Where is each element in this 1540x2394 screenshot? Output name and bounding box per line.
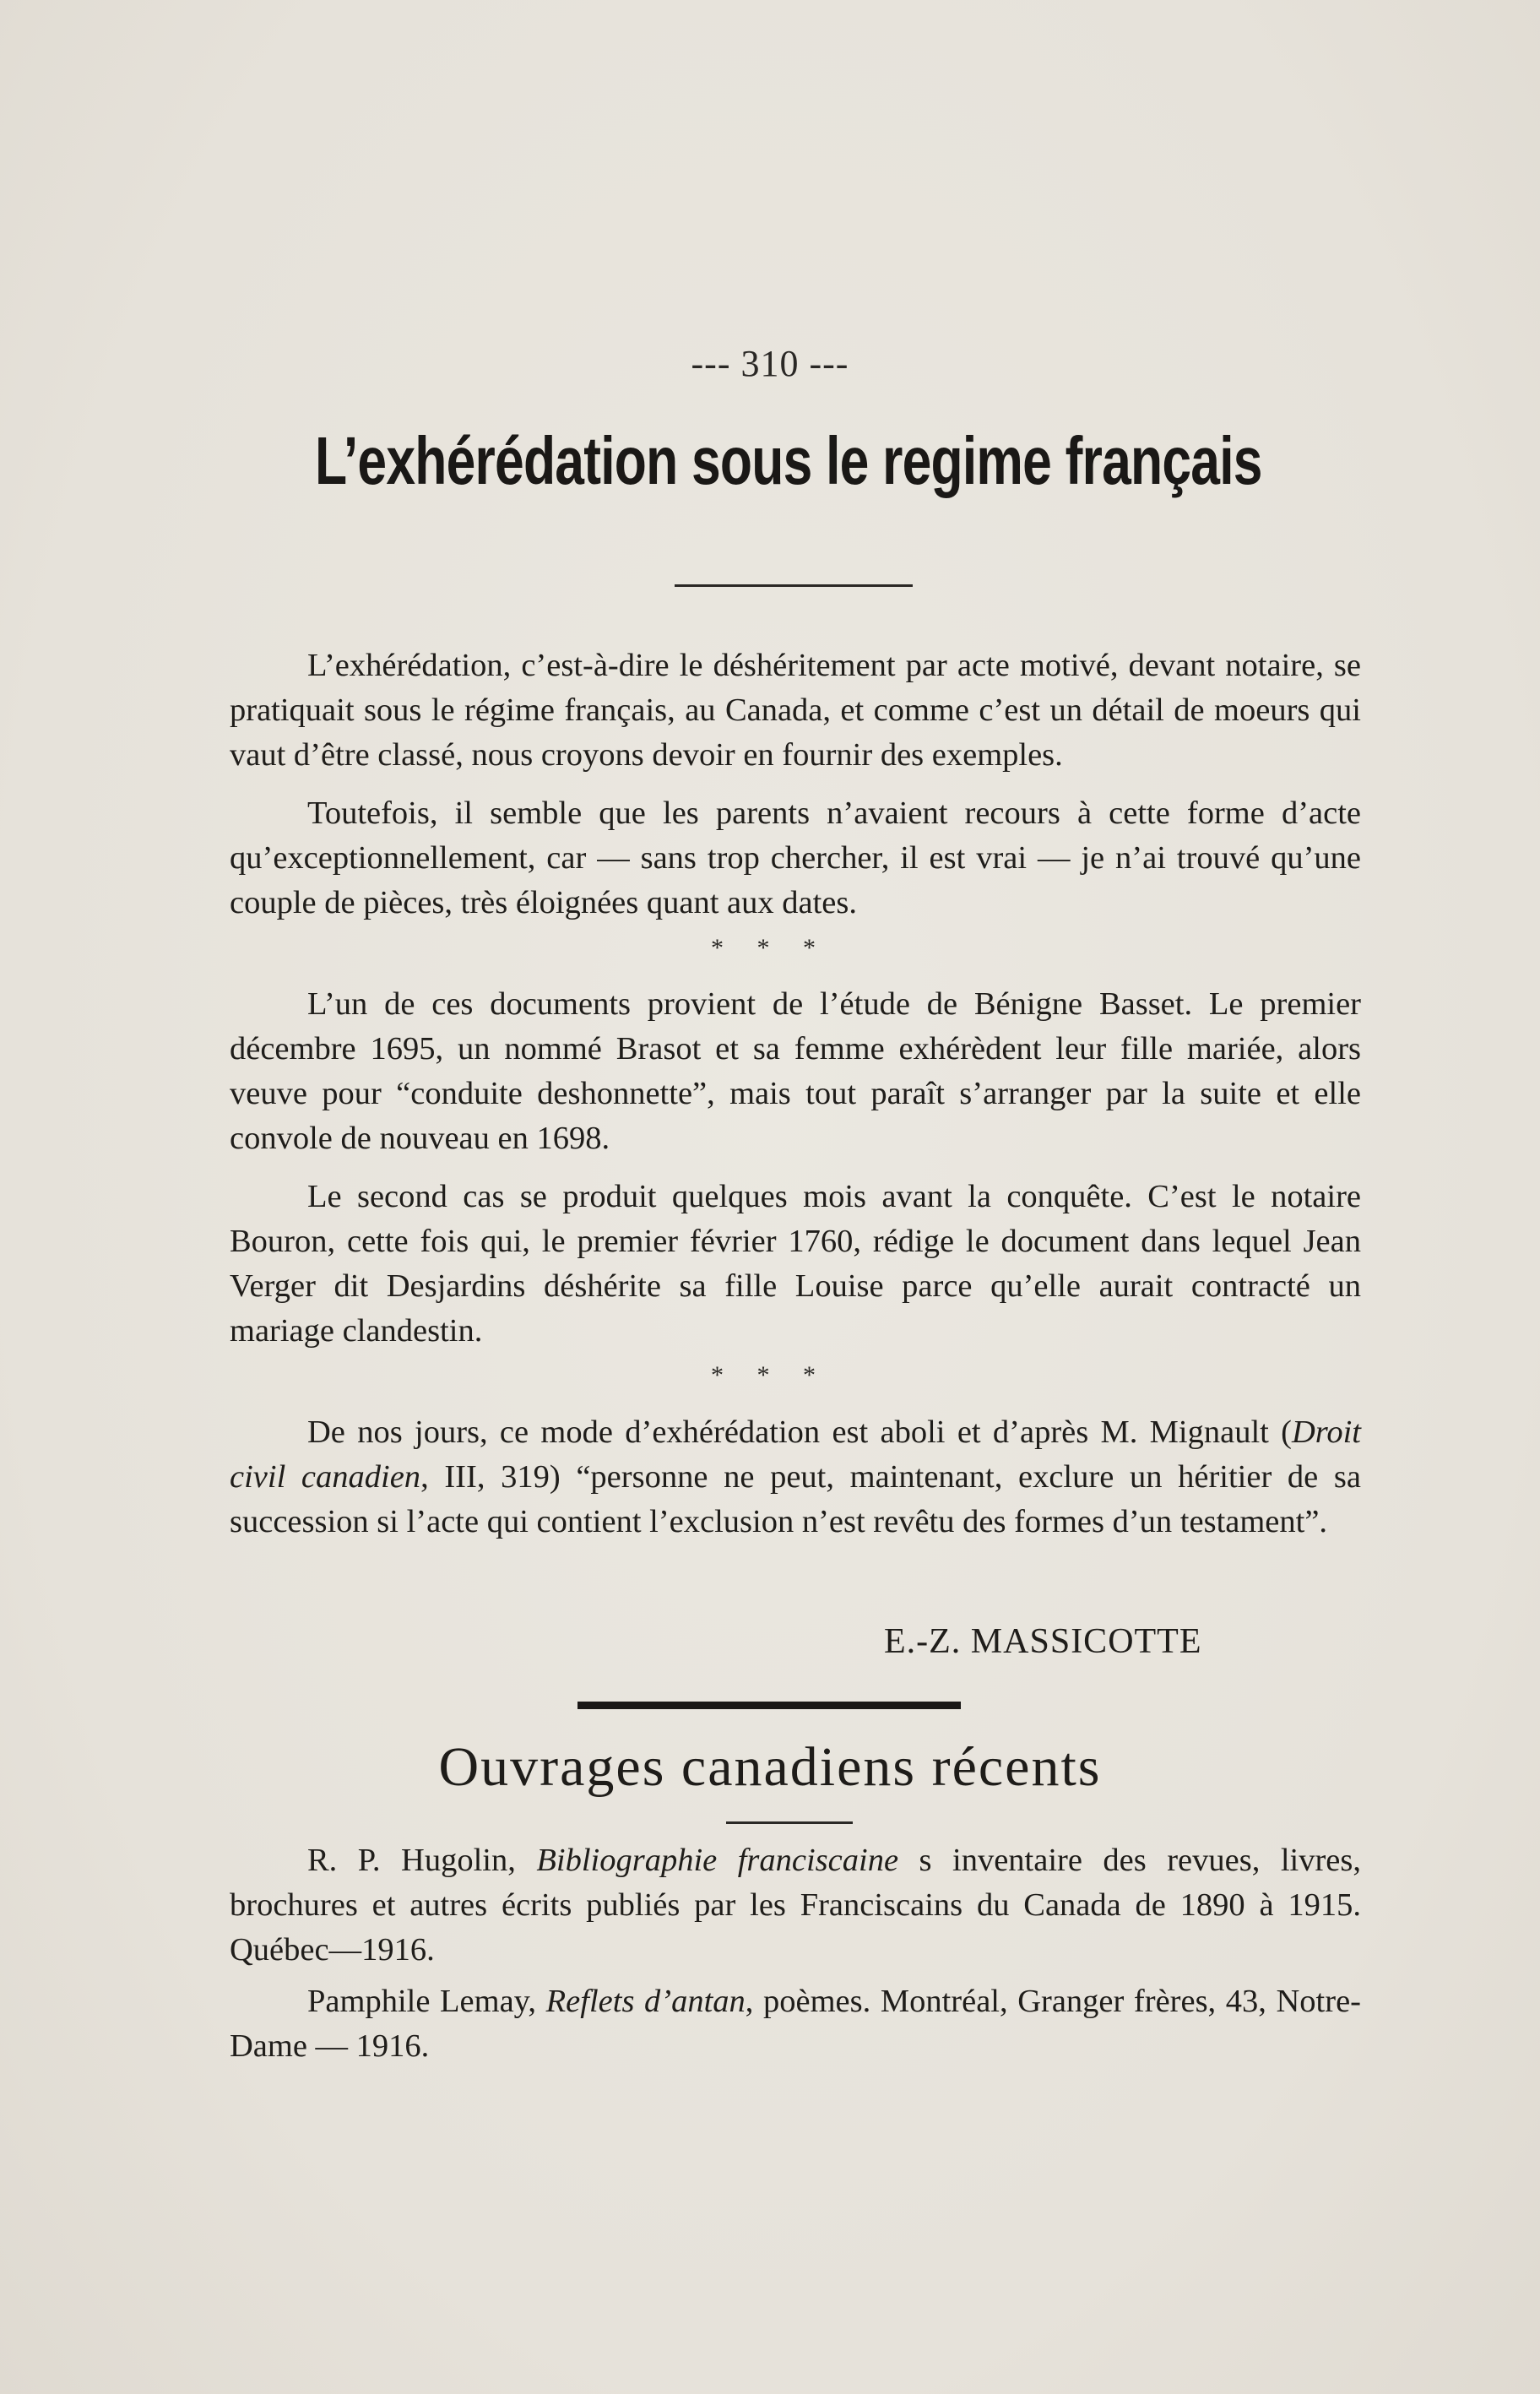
article-paragraph: Le second cas se produit quelques mois avant la conquête. C’est le notaire Bouron, cette fois qui, le premier février 1760, rédige le document dans lequel Jean Verger dit Desjardins déshérite sa fille Louise parce qu’elle aurait contracté un mariage clandestin. (230, 1179, 1361, 1349)
bib-details: , poèmes. Montréal, Granger frères, 43, Notre-Dame — 1916. (230, 1984, 1361, 2064)
article-paragraph: L’exhérédation, c’est-à-dire le déshéritement par acte motivé, devant notaire, se pratiquait sous le régime français, au Canada, et comme c’est un détail de moeurs qui vaut d’être classé, nous croyons devoir en fournir des exemples. (230, 648, 1361, 773)
section-title: Ouvrages canadiens récents (438, 1736, 1102, 1798)
author-signature: E.-Z. MASSICOTTE (884, 1622, 1202, 1661)
article-paragraph: Toutefois, il semble que les parents n’avaient recours à cette forme d’acte qu’exceptionnellement, car — sans trop chercher, il est vrai — je n’ai trouvé qu’une couple de pièces, très éloignées quant aux dates. (230, 795, 1361, 920)
article-paragraph (230, 1410, 1361, 1544)
bib-author: Pamphile Lemay, (307, 1984, 546, 2019)
section-divider (578, 1702, 961, 1709)
article-title: L’exhérédation sous le regime français (314, 423, 1262, 498)
title-divider (675, 584, 913, 587)
bib-title: Reflets d’antan (545, 1984, 746, 2019)
bib-details: s inventaire des revues, livres, brochures et autres écrits publiés par les Franciscains du Canada de 1890 à 1915. Québec—1916. (230, 1843, 1361, 1968)
article-body-part-1 (230, 643, 1361, 926)
bibliography-entry (230, 1979, 1361, 2069)
section-separator: * * * (711, 1361, 829, 1389)
article-body-part-3 (230, 1410, 1361, 1544)
bibliography-list (230, 1838, 1361, 2069)
article-body-part-2 (230, 982, 1361, 1354)
article-paragraph: L’un de ces documents provient de l’étude de Bénigne Basset. Le premier décembre 1695, un nommé Brasot et sa femme exhérèdent leur fille mariée, alors veuve pour “conduite deshonnette”, mais tout paraît s’arranger par la suite et elle convole de nouveau en 1698. (230, 986, 1361, 1156)
cited-work-title: Droit civil canadien (230, 1414, 1361, 1495)
paragraph-text: , III, 319) “personne ne peut, maintenant, exclure un héritier de sa succession si l’acte qui contient l’exclusion n’est revêtu des formes d’un testament”. (230, 1459, 1362, 1539)
bib-title: Bibliographie franciscaine (536, 1843, 899, 1878)
bibliography-entry (230, 1838, 1361, 1973)
paragraph-text: De nos jours, ce mode d’exhérédation est aboli et d’après M. Mignault ( (307, 1414, 1292, 1450)
page-number: --- 310 --- (691, 343, 849, 384)
bib-author: R. P. Hugolin, (307, 1843, 537, 1878)
section-separator: * * * (711, 934, 829, 962)
section-title-underline (726, 1821, 853, 1824)
